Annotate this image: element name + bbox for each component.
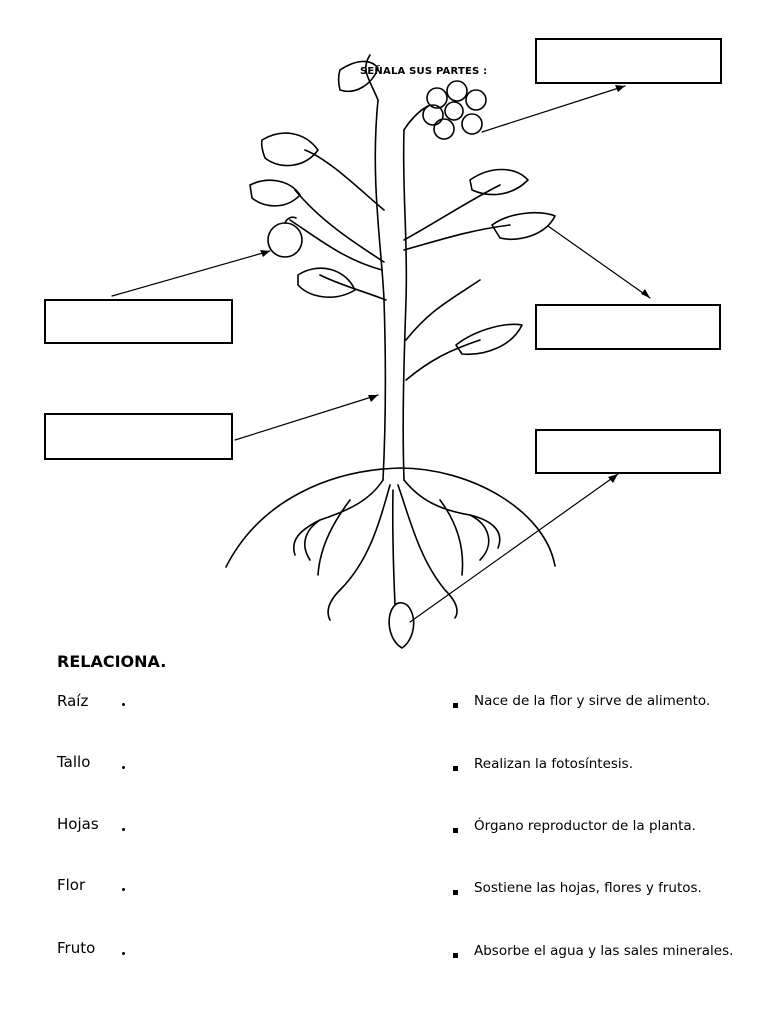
answer-box-root[interactable] <box>535 429 721 474</box>
pointer-leaf <box>548 226 650 298</box>
leaf <box>262 133 318 165</box>
definition-bullet[interactable] <box>453 766 458 771</box>
definition-raiz: Absorbe el agua y las sales minerales. <box>474 943 734 959</box>
definition-hojas: Realizan la fotosíntesis. <box>474 756 633 772</box>
pointer-root <box>410 474 618 622</box>
term-dot[interactable] <box>122 952 125 955</box>
term-flor: Flor <box>57 876 86 894</box>
definition-flor: Órgano reproductor de la planta. <box>474 818 696 834</box>
ground-line <box>226 468 555 567</box>
roots <box>294 480 500 648</box>
leaf <box>298 268 355 297</box>
leaf <box>456 324 522 354</box>
term-dot[interactable] <box>122 828 125 831</box>
definition-bullet[interactable] <box>453 953 458 958</box>
term-dot[interactable] <box>122 888 125 891</box>
fruit <box>268 217 302 257</box>
pointer-fruit <box>112 251 270 296</box>
leaf <box>470 170 528 195</box>
term-raiz: Raíz <box>57 692 89 710</box>
definition-fruto: Nace de la flor y sirve de alimento. <box>474 693 711 709</box>
term-dot[interactable] <box>122 766 125 769</box>
term-dot[interactable] <box>122 703 125 706</box>
stem <box>375 100 385 480</box>
answer-box-leaf[interactable] <box>535 304 721 350</box>
term-fruto: Fruto <box>57 939 96 957</box>
relate-heading: RELACIONA. <box>57 652 167 671</box>
term-tallo: Tallo <box>57 753 91 771</box>
definition-bullet[interactable] <box>453 828 458 833</box>
answer-box-stem[interactable] <box>44 413 233 460</box>
diagram-title: SEÑALA SUS PARTES : <box>360 66 488 77</box>
leaf <box>250 180 300 206</box>
pointer-flower <box>482 86 625 132</box>
definition-tallo: Sostiene las hojas, flores y frutos. <box>474 880 702 896</box>
pointer-stem <box>235 395 378 440</box>
flower <box>423 81 486 139</box>
term-hojas: Hojas <box>57 815 99 833</box>
answer-box-flower[interactable] <box>535 38 722 84</box>
answer-box-fruit[interactable] <box>44 299 233 344</box>
definition-bullet[interactable] <box>453 890 458 895</box>
definition-bullet[interactable] <box>453 703 458 708</box>
